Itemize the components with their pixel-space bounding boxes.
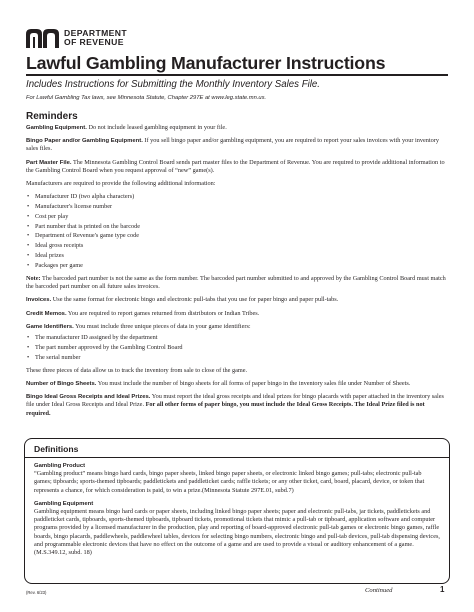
- gambling-equipment-lead: Gambling Equipment.: [26, 125, 87, 131]
- note-paragraph: [26, 275, 450, 291]
- definitions-heading: Definitions: [34, 444, 79, 454]
- note-lead: Note:: [26, 275, 41, 282]
- bingo-paper-paragraph: [26, 137, 450, 153]
- identifier-outro: These three pieces of data allow us to track the inventory from sale to close of the game.: [26, 366, 248, 374]
- reminders-heading: Reminders: [26, 111, 78, 122]
- bingo-sheets-paragraph: [26, 380, 450, 388]
- manufacturer-intro: Manufacturers are required to provide the following additional information:: [26, 180, 216, 188]
- revision-date: (Rev. 6/23): [26, 590, 47, 595]
- list-item: • The serial number: [26, 354, 450, 362]
- invoices-lead: Invoices.: [26, 297, 52, 304]
- part-master-lead: Part Master File.: [26, 159, 72, 166]
- bingo-sheets-text: You must include the number of bingo sheets for all forms of paper bingo in the inventory sales file under Number of Sheets.: [96, 380, 411, 388]
- list-item: • Cost per play: [26, 213, 450, 221]
- part-master-paragraph: [26, 159, 450, 175]
- page-number: 1: [440, 585, 445, 594]
- list-item: • Manufacturer ID (two alpha characters): [26, 193, 450, 201]
- definitions-box: [24, 438, 450, 584]
- gambling-product-term: Gambling Product: [34, 463, 86, 469]
- title-divider: [26, 74, 448, 76]
- part-master-text: The Minnesota Gambling Control Board sends part master files to the Department of Revenue. You are required to provide additional information to the Gambling Control Board when you request approval of “new” game(s).: [26, 158, 445, 174]
- game-identifiers-text: You must include three unique pieces of data in your game identifiers:: [73, 322, 251, 330]
- bingo-ideal-paragraph: [26, 393, 450, 418]
- page-title: Lawful Gambling Manufacturer Instructions: [26, 53, 386, 73]
- invoices-paragraph: [26, 296, 450, 304]
- game-identifiers-lead: Game Identifiers.: [26, 323, 74, 330]
- bingo-ideal-lead: Bingo Ideal Gross Receipts and Ideal Prizes.: [26, 394, 151, 401]
- list-item: • The manufacturer ID assigned by the department: [26, 334, 450, 342]
- manufacturer-info-list: [26, 193, 450, 270]
- identifier-list: [26, 334, 450, 362]
- logo-line-2: OF REVENUE: [64, 37, 124, 47]
- list-item: • Ideal prizes: [26, 252, 450, 260]
- credit-memos-lead: Credit Memos.: [26, 310, 67, 317]
- game-identifiers-paragraph: [26, 323, 450, 331]
- bingo-sheets-lead: Number of Bingo Sheets.: [26, 381, 97, 388]
- mn-logo-icon: [26, 28, 60, 48]
- list-item: • Department of Revenue's game type code: [26, 232, 450, 240]
- list-item: • Packages per game: [26, 262, 450, 270]
- list-item: • Part number that is printed on the barcode: [26, 223, 450, 231]
- logo-line-1: DEPARTMENT: [64, 28, 128, 39]
- gambling-product-definition: “Gambling product” means bingo hard cards, bingo paper sheets, linked bingo paper sheets, or electronic linked bingo games; pull-tabs; electronic pull-tab games; tipboards; sports-themed tipboards; paddletickets and paddleticket cards; raffle tickets; or any other ticket, card, board, placard, device, or token that represents a chance, for which consideration is paid, to win a prize.(Minnesota Statute 297E.01, subd.7): [34, 470, 425, 494]
- bingo-paper-text: If you sell bingo paper and/or gambling equipment, you are required to report your sales invoices with your inventory sales files.: [26, 137, 439, 153]
- bingo-ideal-bold-text: For all other forms of paper bingo, you must include the Ideal Gross Receipts. The Ideal Prize filed is not required.: [26, 401, 425, 417]
- invoices-text: Use the same format for electronic bingo and electronic pull-tabs that you use for paper bingo and paper pull-tabs.: [51, 296, 339, 304]
- gambling-equipment-paragraph: [26, 124, 450, 132]
- list-item: • Ideal gross receipts: [26, 242, 450, 250]
- gambling-equipment-term: Gambling Equipment: [34, 500, 94, 507]
- department-logo: [26, 27, 127, 49]
- credit-memos-text: You are required to report games returned from distributors or Indian Tribes.: [66, 309, 260, 317]
- definitions-divider: [25, 457, 449, 458]
- logo-text: [64, 29, 127, 46]
- note-text: The barcoded part number is not the same as the form number. The barcoded part number submitted to and approved by the Gambling Control Board must match the barcoded part number on all future sales invoices.: [26, 275, 446, 291]
- statute-note: For Lawful Gambling Tax laws, see Minnesota Statute, Chapter 297E at www.leg.state.mn.us.: [26, 95, 267, 101]
- credit-memos-paragraph: [26, 310, 450, 318]
- list-item: • Manufacturer's license number: [26, 203, 450, 211]
- list-item: • The part number approved by the Gambling Control Board: [26, 344, 450, 352]
- bingo-ideal-text: You must report the ideal gross receipts and ideal prizes for bingo placards with paper attached in the inventory sales file under Ideal Gross Receipts and Ideal Prize.: [26, 393, 444, 409]
- reminders-body: [26, 124, 450, 423]
- definitions-body: [34, 462, 440, 562]
- continued-label: Continued: [365, 587, 393, 594]
- bingo-paper-lead: Bingo Paper and/or Gambling Equipment.: [26, 138, 143, 145]
- page-subtitle: Includes Instructions for Submitting the Monthly Inventory Sales File.: [26, 79, 320, 90]
- gambling-equipment-definition: Gambling equipment means bingo hard cards or paper sheets, including linked bingo paper sheets; paper and electronic pull-tabs, jar tickets, paddletickets and paddleticket cards, tipboards, sports-themed tipboards, tipboard tickets, promotional tickets that mimic a pull-tab or tipboard, application software and computer programs provided by a licensed manufacturer in the production, play and reporting of board-approved electronic pull-tab games or electronic bingo games, raffle boards, bingo placards, paddlewheels, paddlewheel tables, devices for selecting bingo numbers, electronic bingo and pull-tab devices, pull-tab dispensing devices, and programmable electronic devices that have no effect on the outcome of a game and are used to provide a visual or auditory enhancement of a game. (M.S.349.12, subd. 18): [34, 508, 440, 557]
- gambling-equipment-text: Do not include leased gambling equipment in your file.: [86, 124, 227, 131]
